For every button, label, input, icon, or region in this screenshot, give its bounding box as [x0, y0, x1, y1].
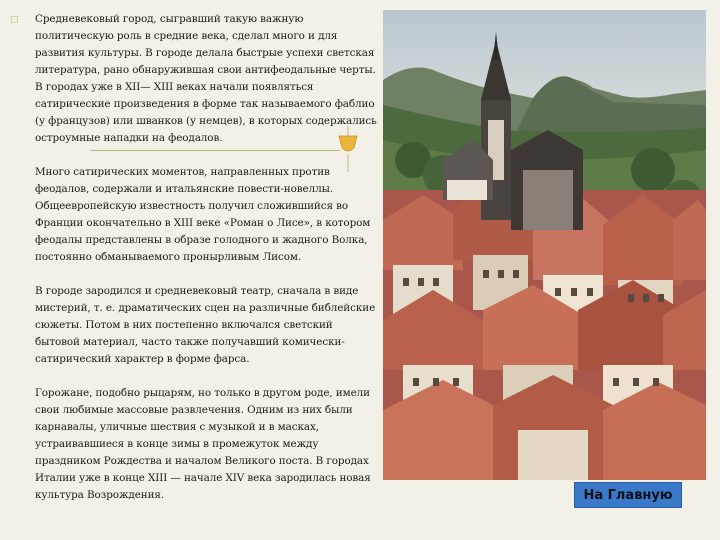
- paragraph-4: Горожане, подобно рыцарям, но только в другом роде, имели свои любимые массовые развлечения. Одним из них были карнавалы, уличные шествия с музыкой и в масках, устраивавшиеся в конце зимы в промежуток между праздником Рождества и началом Великого поста. В городах Италии уже в конце XIII — начале XIV века зародилась новая культура Возрождения.: [35, 387, 371, 501]
- city-photo-drawing: [383, 10, 706, 480]
- paragraph-3: В городе зародился и средневековый театр, сначала в виде мистерий, т. е. драматических сцен на различные библейские сюжеты. Потом в них постепенно включался светский бытовой материал, часто также получавший комически-сатирический характер в форме фарса.: [35, 285, 376, 365]
- city-photo: [383, 10, 706, 480]
- ornament-icon: [336, 126, 360, 172]
- decorative-rule: [90, 150, 340, 151]
- paragraph-2: Много сатирических моментов, направленных против феодалов, содержали и итальянские повести-новеллы. Общеевропейскую известность получил сложившийся во Франции окончательно в XIII веке «Роман о Лисе», в котором феодалы представлены в образе голодного и жадного Волка, постоянно обманываемого пронырливым Лисом.: [35, 166, 371, 263]
- home-button[interactable]: На Главную: [574, 482, 682, 508]
- paragraph-1: Средневековый город, сыгравший такую важную политическую роль в средние века, сделал много и для развития культуры. В городе делала быстрые успехи светская литература, рано обнаружившая свои антифеодальные черты. В городах уже в XII— XIII веках начали появляться сатирические произведения в форме так называемого фаблио (у французов) или шванков (у немцев), в которых содержались остроумные нападки на феодалов.: [35, 13, 377, 144]
- body-text: [35, 11, 377, 521]
- bullet-icon: □: [10, 15, 19, 25]
